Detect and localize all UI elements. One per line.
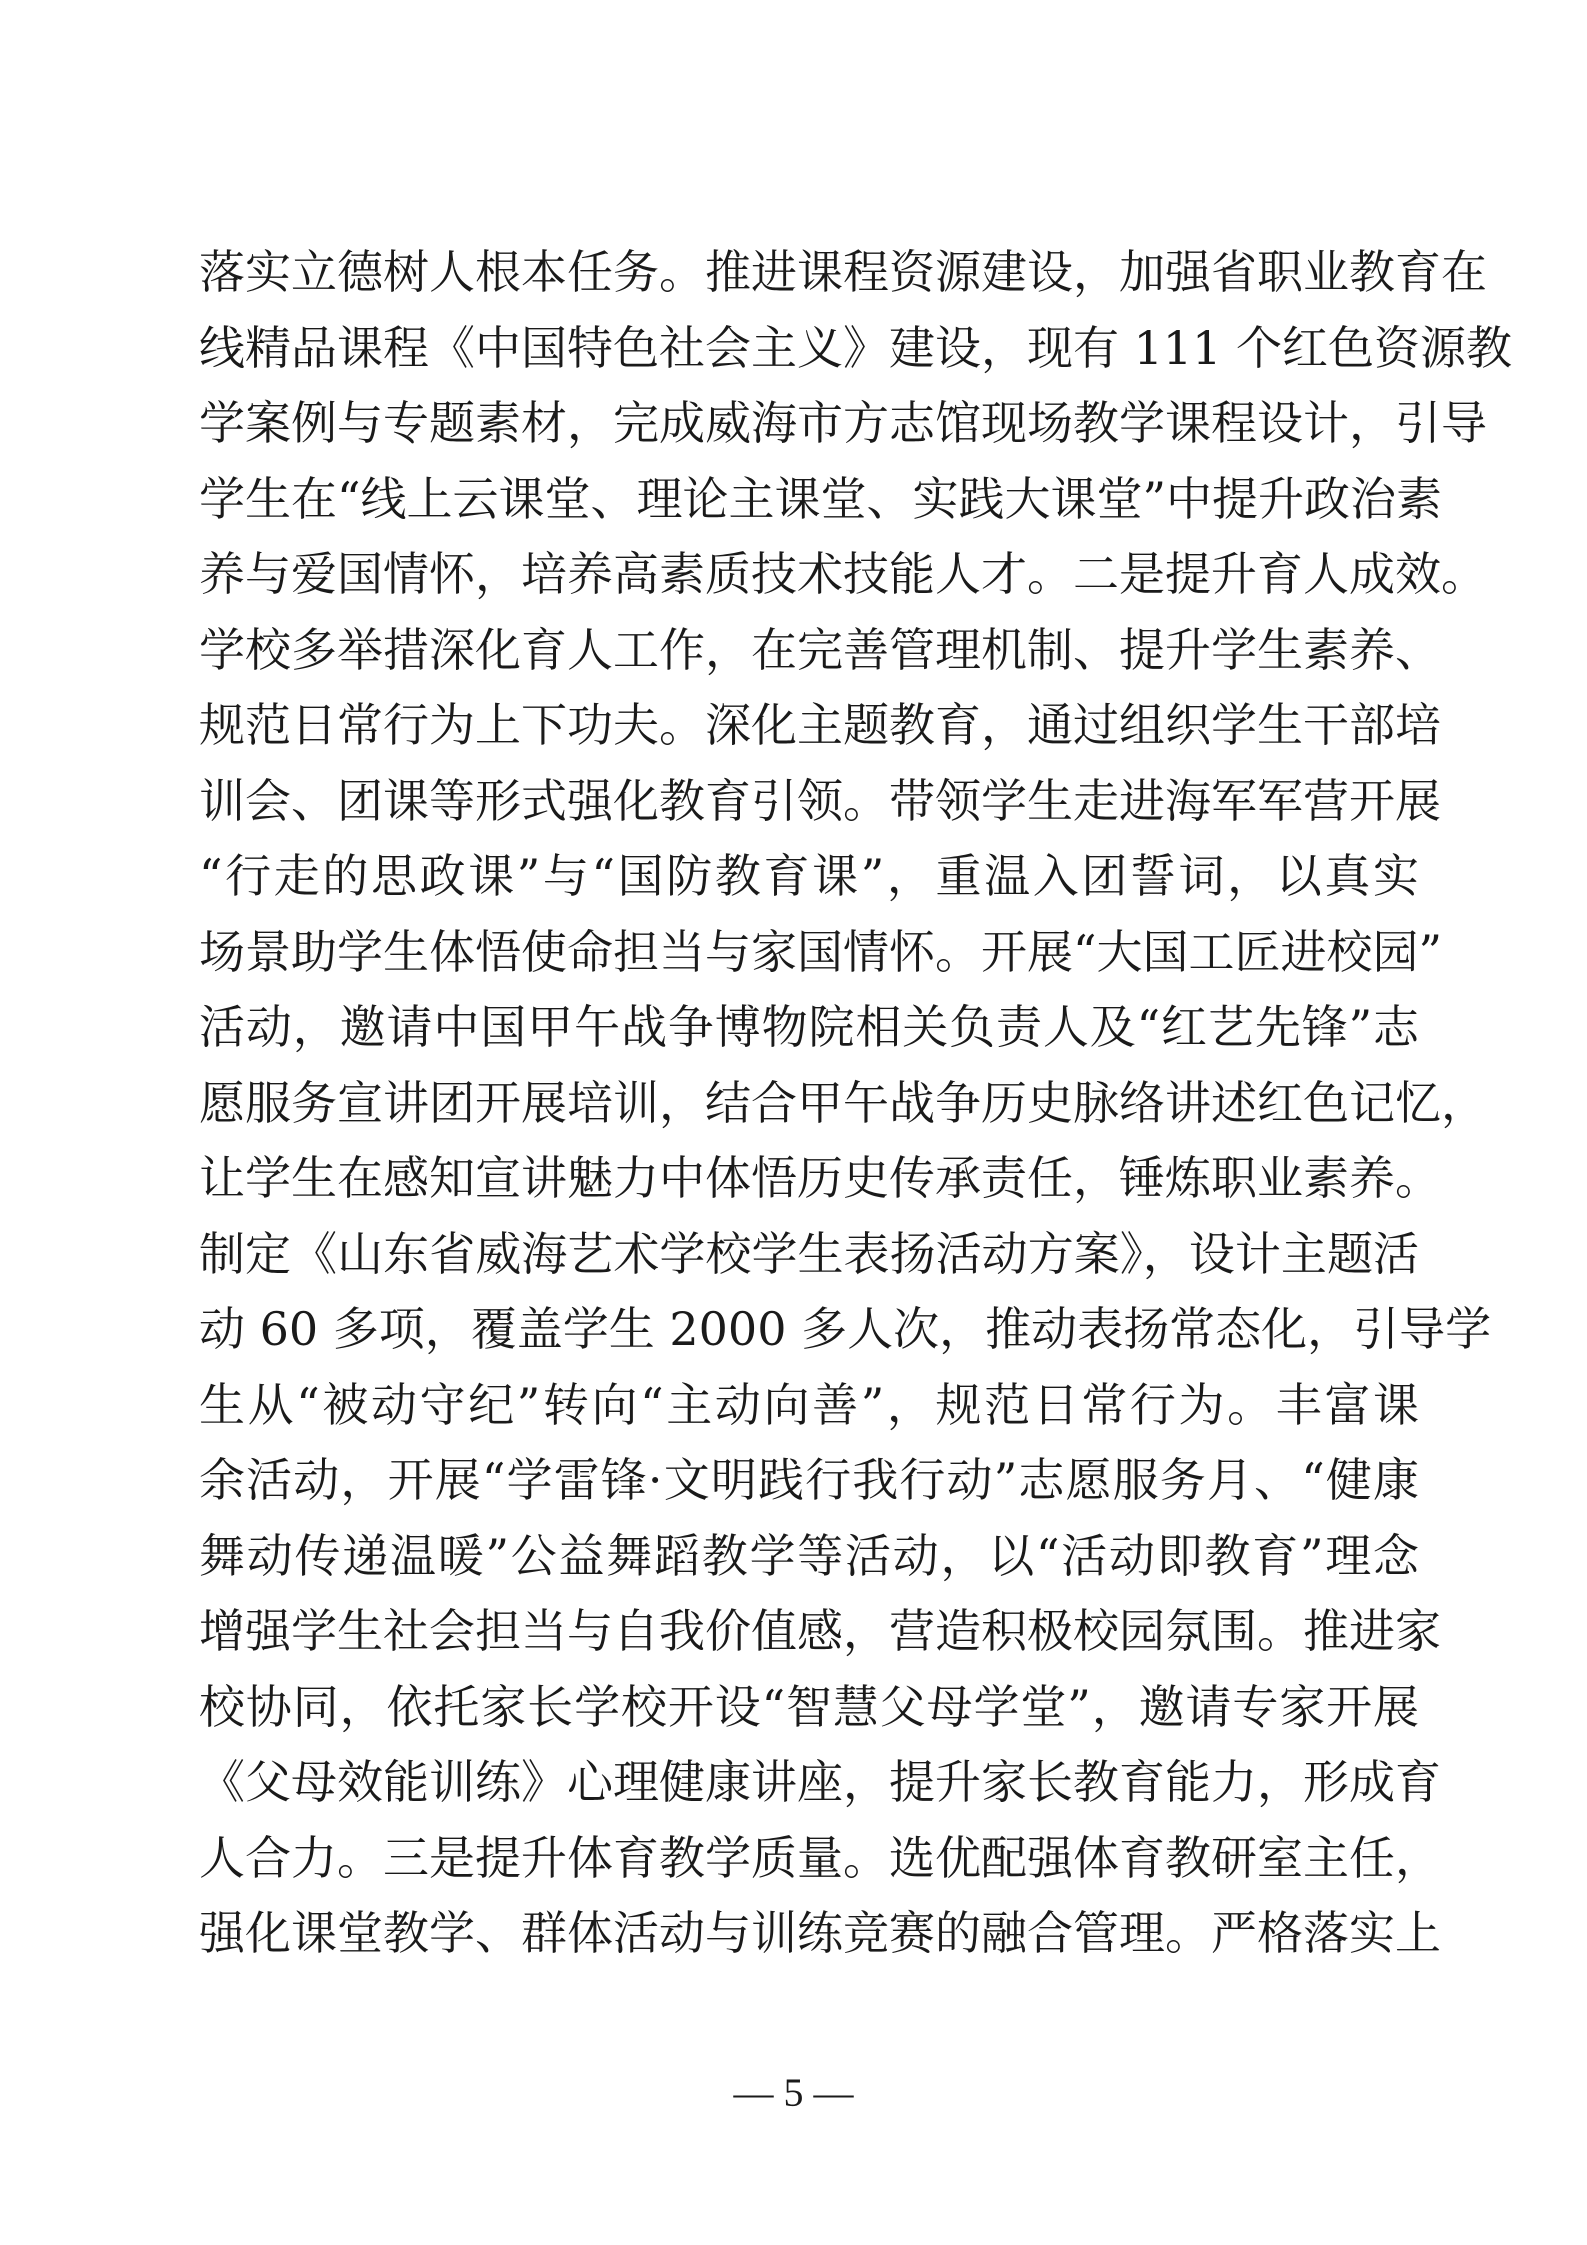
text-line: “行走的思政课”与“国防教育课”，重温入团誓词，以真实 [199,849,1419,903]
body-text [199,235,1513,1972]
text-line: 制定《山东省威海艺术学校学生表扬活动方案》，设计主题活 [199,1226,1419,1281]
text-line: 场景助学生体悟使命担当与家国情怀。开展“大国工匠进校园” [199,924,1443,979]
text-line: 生从“被动守纪”转向“主动向善”，规范日常行为。丰富课 [199,1377,1419,1432]
text-line: 让学生在感知宣讲魅力中体悟历史传承责任，锤炼职业素养。 [199,1151,1441,1205]
text-line: 落实立德树人根本任务。推进课程资源建设，加强省职业教育在 [199,245,1487,299]
text-line: 强化课堂教学、群体活动与训练竞赛的融合管理。严格落实上 [199,1906,1441,1960]
text-line: 人合力。三是提升体育教学质量。选优配强体育教研室主任， [199,1830,1441,1885]
text-line: 学生在“线上云课堂、理论主课堂、实践大课堂”中提升政治素 [199,471,1443,526]
text-line: 活动，邀请中国甲午战争博物院相关负责人及“红艺先锋”志 [199,1000,1419,1054]
text-line: 学校多举措深化育人工作，在完善管理机制、提升学生素养、 [199,622,1441,677]
page-number: — 5 — [733,2070,854,2115]
text-line: 校协同，依托家长学校开设“智慧父母学堂”，邀请专家开展 [199,1679,1419,1734]
text-line: 线精品课程《中国特色社会主义》建设，现有 111 个红色资源教 [199,320,1513,375]
text-line: 余活动，开展“学雷锋·文明践行我行动”志愿服务月、“健康 [199,1453,1419,1507]
text-line: 愿服务宣讲团开展培训，结合甲午战争历史脉络讲述红色记忆， [199,1075,1487,1130]
text-line: 《父母效能训练》心理健康讲座，提升家长教育能力，形成育 [199,1755,1441,1809]
text-line: 规范日常行为上下功夫。深化主题教育，通过组织学生干部培 [199,698,1441,752]
text-line: 舞动传递温暖”公益舞蹈教学等活动，以“活动即教育”理念 [199,1528,1419,1583]
text-line: 动 60 多项，覆盖学生 2000 多人次，推动表扬常态化，引导学 [199,1302,1492,1356]
text-line: 训会、团课等形式强化教育引领。带领学生走进海军军营开展 [199,773,1441,828]
text-line: 学案例与专题素材，完成威海市方志馆现场教学课程设计，引导 [199,396,1487,450]
text-line: 养与爱国情怀，培养高素质技术技能人才。二是提升育人成效。 [199,547,1487,601]
text-line: 增强学生社会担当与自我价值感，营造积极校园氛围。推进家 [199,1604,1441,1658]
